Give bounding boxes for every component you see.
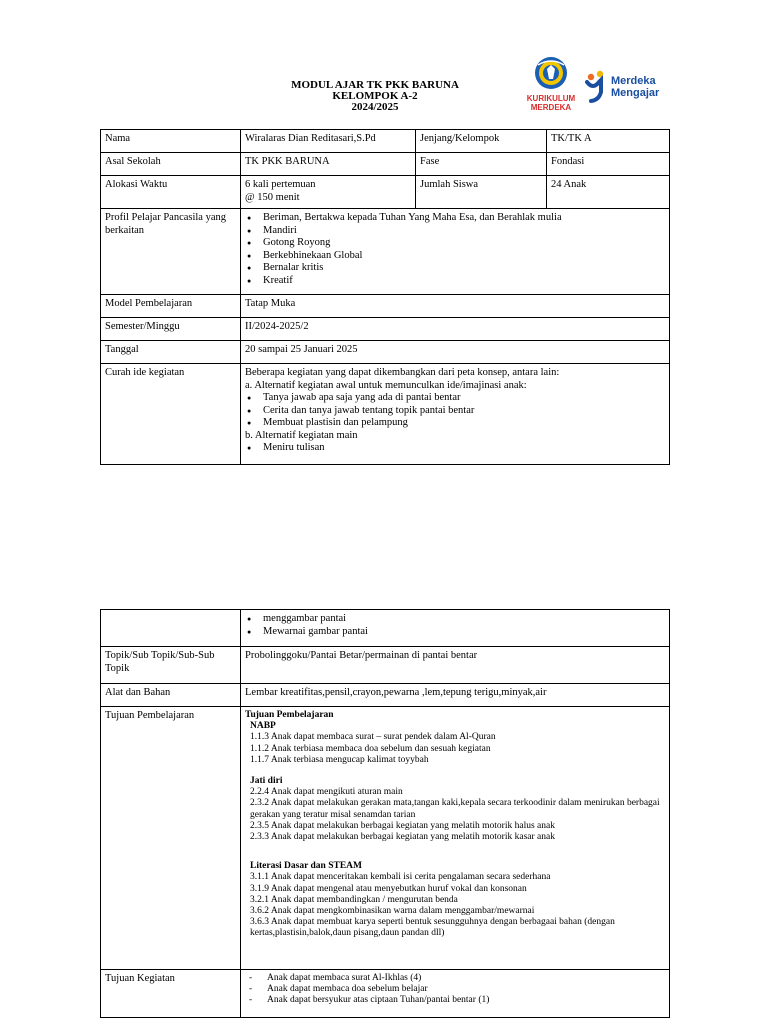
list-item: ● Beriman, Bertakwa kepada Tuhan Yang Maha Esa, dan Berahlak mulia bbox=[245, 212, 665, 225]
continuation-list bbox=[245, 613, 665, 638]
table-row bbox=[101, 647, 670, 684]
profil-list bbox=[245, 212, 665, 287]
title-line-2: KELOMPOK A-2 bbox=[332, 90, 418, 102]
list-item: 3.1.9 Anak dapat mengenal atau menyebutkan huruf vokal dan konsonan bbox=[250, 883, 527, 894]
list-item: 2.2.4 Anak dapat mengikuti aturan main bbox=[250, 787, 403, 798]
fase-value: Fondasi bbox=[547, 153, 670, 176]
jenjang-value: TK/TK A bbox=[547, 130, 670, 153]
continuation-label-cell bbox=[101, 610, 241, 647]
alokasi-value-line-1: 6 kali pertemuan bbox=[245, 179, 316, 190]
curah-label: Curah ide kegiatan bbox=[101, 364, 241, 465]
tujuan-value bbox=[241, 707, 670, 970]
table-row bbox=[101, 176, 670, 209]
list-item: ● Mandiri bbox=[245, 225, 665, 238]
table-row bbox=[101, 341, 670, 364]
alokasi-value bbox=[241, 176, 416, 209]
profil-value bbox=[241, 209, 670, 295]
list-item: 1.1.2 Anak terbiasa membaca doa sebelum dan sesuah kegiatan bbox=[250, 743, 491, 754]
merdeka-mengajar-logo bbox=[585, 68, 670, 104]
jumlah-value: 24 Anak bbox=[547, 176, 670, 209]
table-row bbox=[101, 295, 670, 318]
semester-label: Semester/Minggu bbox=[101, 318, 241, 341]
list-item: 3.6.3 Anak dapat membuat karya seperti bentuk sesungguhnya dengan berbagaai bahan (dengan kertas,plastisin,balok,daun pisang,daun pandan dll) bbox=[250, 917, 615, 939]
title-line-1: MODUL AJAR TK PKK BARUNA bbox=[291, 79, 459, 91]
curah-b-list bbox=[245, 442, 665, 455]
curah-b-heading: b. Alternatif kegiatan main bbox=[245, 429, 358, 441]
list-item: ● Meniru tulisan bbox=[245, 442, 665, 455]
nabp-list bbox=[245, 732, 665, 766]
list-item: 2.3.3 Anak dapat melakukan berbagai kegiatan yang melatih motorik kasar anak bbox=[250, 832, 555, 843]
asal-value: TK PKK BARUNA bbox=[241, 153, 416, 176]
kegiatan-list bbox=[245, 973, 665, 1007]
tujuan-heading: Tujuan Pembelajaran bbox=[245, 710, 334, 720]
fase-label: Fase bbox=[416, 153, 547, 176]
table-row bbox=[101, 684, 670, 707]
alat-label: Alat dan Bahan bbox=[101, 684, 241, 707]
jati-heading: Jati diri bbox=[250, 776, 283, 787]
title-line-3: 2024/2025 bbox=[351, 101, 399, 113]
kurikulum-merdeka-logo bbox=[520, 55, 582, 115]
document-title bbox=[260, 80, 490, 113]
list-item: ● Cerita dan tanya jawab tentang topik pantai bentar bbox=[245, 405, 665, 418]
alokasi-label: Alokasi Waktu bbox=[101, 176, 241, 209]
semester-value: II/2024-2025/2 bbox=[241, 318, 670, 341]
table-row bbox=[101, 707, 670, 970]
module-info-table bbox=[100, 129, 670, 465]
list-item: ● Kreatif bbox=[245, 275, 665, 288]
jumlah-label: Jumlah Siswa bbox=[416, 176, 547, 209]
curah-a-heading: a. Alternatif kegiatan awal untuk memunculkan ide/imajinasi anak: bbox=[245, 379, 527, 391]
table-row bbox=[101, 610, 670, 647]
table-row bbox=[101, 318, 670, 341]
topik-label: Topik/Sub Topik/Sub-Sub Topik bbox=[101, 647, 241, 684]
table-row bbox=[101, 364, 670, 465]
nama-value: Wiralaras Dian Reditasari,S.Pd bbox=[241, 130, 416, 153]
model-label: Model Pembelajaran bbox=[101, 295, 241, 318]
module-detail-table bbox=[100, 609, 670, 1018]
list-item: ● Membuat plastisin dan pelampung bbox=[245, 417, 665, 430]
tanggal-value: 20 sampai 25 Januari 2025 bbox=[241, 341, 670, 364]
nama-label: Nama bbox=[101, 130, 241, 153]
table-row bbox=[101, 153, 670, 176]
table-row bbox=[101, 130, 670, 153]
mm-text-1: Merdeka bbox=[611, 75, 656, 87]
asal-label: Asal Sekolah bbox=[101, 153, 241, 176]
tanggal-label: Tanggal bbox=[101, 341, 241, 364]
list-item: ● Bernalar kritis bbox=[245, 262, 665, 275]
nabp-heading: NABP bbox=[250, 721, 276, 732]
kegiatan-value bbox=[241, 970, 670, 1018]
kegiatan-label: Tujuan Kegiatan bbox=[101, 970, 241, 1018]
table-row bbox=[101, 970, 670, 1018]
list-item: - Anak dapat bersyukur atas ciptaan Tuhan/pantai bentar (1) bbox=[245, 995, 665, 1006]
curah-intro: Beberapa kegiatan yang dapat dikembangkan dari peta konsep, antara lain: bbox=[245, 367, 560, 378]
kurikulum-text-2: MERDEKA bbox=[530, 103, 572, 112]
list-item: ● Tanya jawab apa saja yang ada di pantai bentar bbox=[245, 392, 665, 405]
alokasi-value-line-2: @ 150 menit bbox=[245, 191, 300, 203]
tut-wuri-emblem-icon bbox=[520, 55, 582, 115]
profil-label: Profil Pelajar Pancasila yang berkaitan bbox=[101, 209, 241, 295]
mm-text-2: Mengajar bbox=[611, 87, 660, 99]
list-item: ● Gotong Royong bbox=[245, 237, 665, 250]
list-item: - Anak dapat membaca surat Al-Ikhlas (4) bbox=[245, 973, 665, 984]
alat-value: Lembar kreatifitas,pensil,crayon,pewarna ,lem,tepung terigu,minyak,air bbox=[241, 684, 670, 707]
list-item: - Anak dapat membaca doa sebelum belajar bbox=[245, 984, 665, 995]
list-item: 3.1.1 Anak dapat menceritakan kembali isi cerita pengalaman secara sederhana bbox=[250, 872, 551, 883]
curah-value bbox=[241, 364, 670, 465]
kurikulum-text-1: KURIKULUM bbox=[526, 94, 576, 103]
model-value: Tatap Muka bbox=[241, 295, 670, 318]
list-item: 3.6.2 Anak dapat mengkombinasikan warna dalam menggambar/mewarnai bbox=[250, 906, 535, 917]
jati-list bbox=[245, 787, 665, 843]
merdeka-mengajar-icon bbox=[585, 68, 670, 104]
list-item: ● menggambar pantai bbox=[245, 613, 665, 626]
jenjang-label: Jenjang/Kelompok bbox=[416, 130, 547, 153]
list-item: 2.3.2 Anak dapat melakukan gerakan mata,tangan kaki,kepala secara terkoodinir dalam menirukan berbagai gerakan yang teratur misal senamdan tarian bbox=[250, 798, 660, 820]
continuation-value bbox=[241, 610, 670, 647]
list-item: ● Mewarnai gambar pantai bbox=[245, 626, 665, 639]
list-item: 2.3.5 Anak dapat melakukan berbagai kegiatan yang melatih motorik halus anak bbox=[250, 820, 555, 831]
curah-a-list bbox=[245, 392, 665, 430]
list-item: 3.2.1 Anak dapat membandingkan / mengurutan benda bbox=[250, 894, 458, 905]
literasi-heading: Literasi Dasar dan STEAM bbox=[250, 861, 362, 872]
topik-value: Probolinggoku/Pantai Betar/permainan di pantai bentar bbox=[241, 647, 670, 684]
list-item: 1.1.3 Anak dapat membaca surat – surat pendek dalam Al-Quran bbox=[250, 732, 496, 743]
table-row bbox=[101, 209, 670, 295]
list-item: 1.1.7 Anak terbiasa mengucap kalimat toyybah bbox=[250, 754, 429, 765]
list-item: ● Berkebhinekaan Global bbox=[245, 250, 665, 263]
literasi-list bbox=[245, 872, 665, 939]
tujuan-label: Tujuan Pembelajaran bbox=[101, 707, 241, 970]
